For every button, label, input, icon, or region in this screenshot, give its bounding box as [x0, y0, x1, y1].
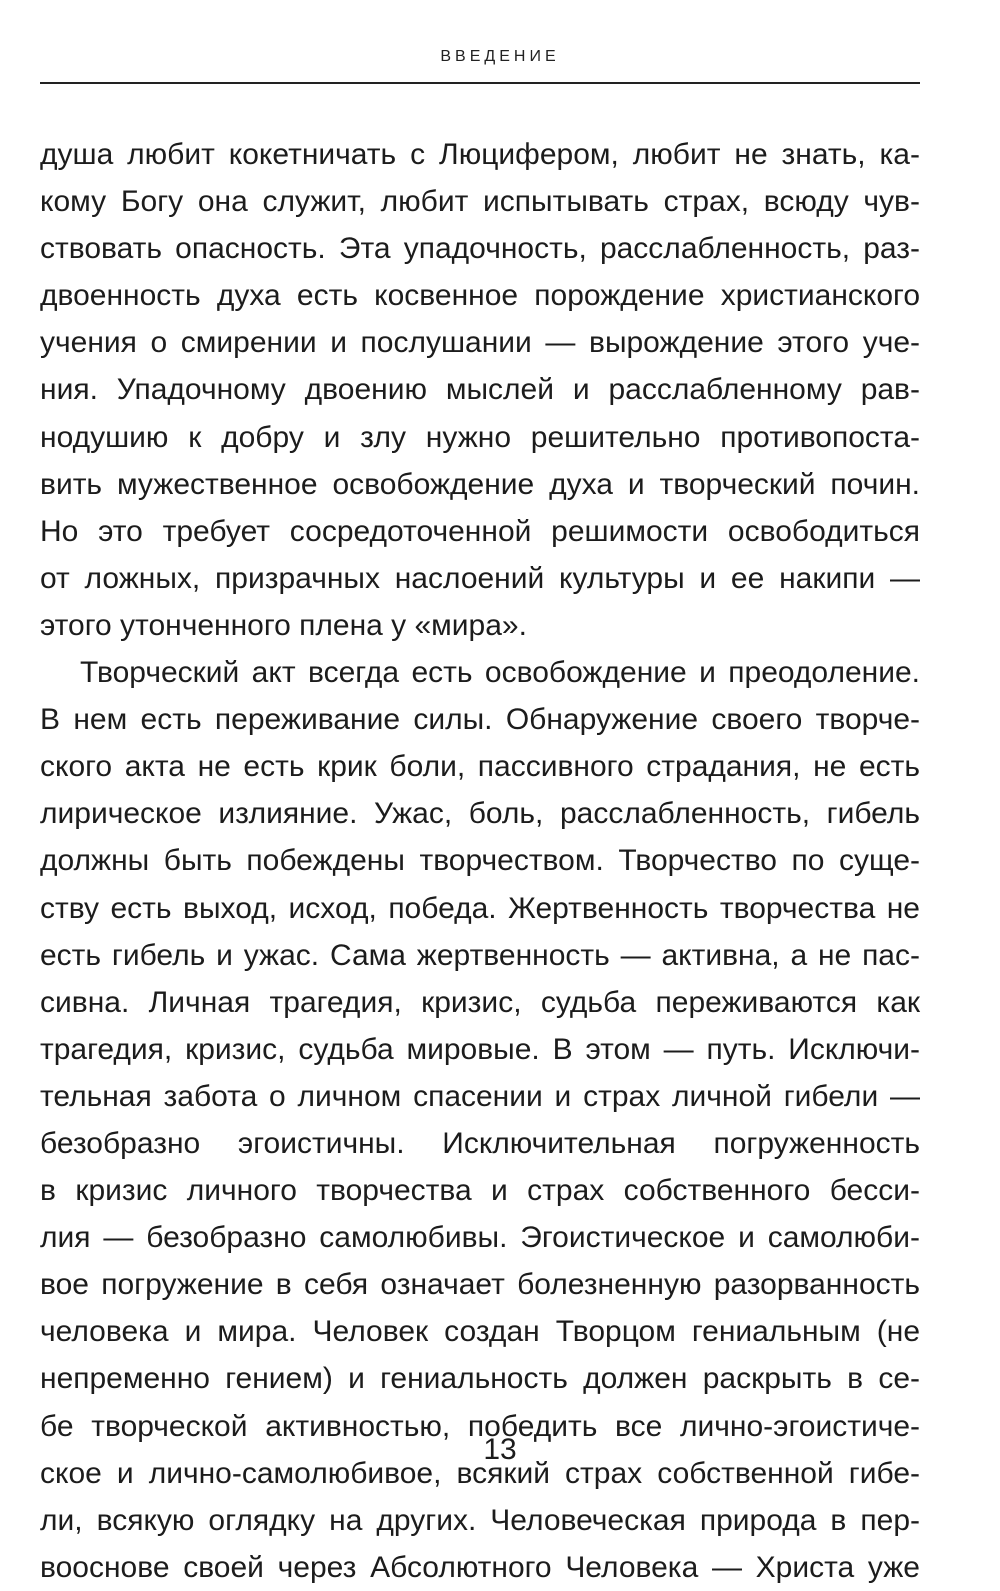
text-line: в кризис личного творчества и страх собственного беcси-	[40, 1174, 920, 1208]
text-line: ское и лично-самолюбивое, всякий страх собственной гибе-	[40, 1456, 920, 1490]
text-line: непременно гением) и гениальность должен раскрыть в се-	[40, 1362, 920, 1396]
text-line: должны быть побеждены творчеством. Творчество по суще-	[40, 844, 920, 878]
text-line: ству есть выход, исход, победа. Жертвенность творчества не	[40, 891, 920, 925]
text-line: вить мужественное освобождение духа и творческий почин.	[40, 467, 920, 501]
header-rule	[40, 82, 920, 84]
text-line: двоенность духа есть косвенное порождение христианского	[40, 279, 920, 313]
text-line: бе творческой активностью, победить все лично-эгоистиче-	[40, 1409, 920, 1443]
text-line: В нем есть переживание силы. Обнаружение своего творче-	[40, 703, 920, 737]
text-line: ли, всякую оглядку на других. Человеческая природа в пер-	[40, 1503, 920, 1537]
text-line: учения о смирении и послушании — вырождение этого уче-	[40, 326, 920, 360]
text-line: кому Богу она служит, любит испытывать страх, всюду чув-	[40, 185, 920, 219]
text-line: сивна. Личная трагедия, кризис, судьба переживаются как	[40, 985, 920, 1019]
running-head: ВВЕДЕНИЕ	[440, 48, 560, 65]
text-line: лия — безобразно самолюбивы. Эгоистическое и самолюби-	[40, 1221, 920, 1255]
text-line: есть гибель и ужас. Сама жертвенность — активна, а не пас-	[40, 938, 920, 972]
text-line: тельная забота о личном спасении и страх личной гибели —	[40, 1079, 920, 1113]
body-text	[40, 131, 920, 1591]
text-line: ния. Упадочному двоению мыслей и расслабленному рав-	[40, 373, 920, 407]
text-line: вое погружение в себя означает болезненную разорванность	[40, 1268, 920, 1302]
text-line: лирическое излияние. Ужас, боль, расслабленность, гибель	[40, 797, 920, 831]
text-line: ствовать опасность. Эта упадочность, расслабленность, раз-	[40, 232, 920, 266]
text-line: вооснове своей через Абсолютного Человека — Христа уже	[40, 1550, 920, 1584]
text-line: Творческий акт всегда есть освобождение и преодоление.	[80, 656, 920, 690]
paragraph-1	[40, 131, 920, 649]
text-line: душа любит кокетничать с Люцифером, любит не знать, ка-	[40, 138, 920, 171]
text-line: нодушию к добру и злу нужно решительно противопоста-	[40, 420, 920, 454]
text-line: безобразно эгоистичны. Исключительная погруженность	[40, 1126, 920, 1160]
text-line: трагедия, кризис, судьба мировые. В этом — путь. Исключи-	[40, 1032, 920, 1066]
page-number: 13	[483, 1433, 517, 1466]
text-line: этого утонченного плена у «мира».	[40, 608, 527, 642]
text-line: от ложных, призрачных наслоений культуры и ее накипи —	[40, 561, 920, 595]
text-line: ского акта не есть крик боли, пассивного страдания, не есть	[40, 750, 920, 784]
text-line: Но это требует сосредоточенной решимости освободиться	[40, 514, 920, 548]
text-line: человека и мира. Человек создан Творцом гениальным (не	[40, 1315, 920, 1349]
